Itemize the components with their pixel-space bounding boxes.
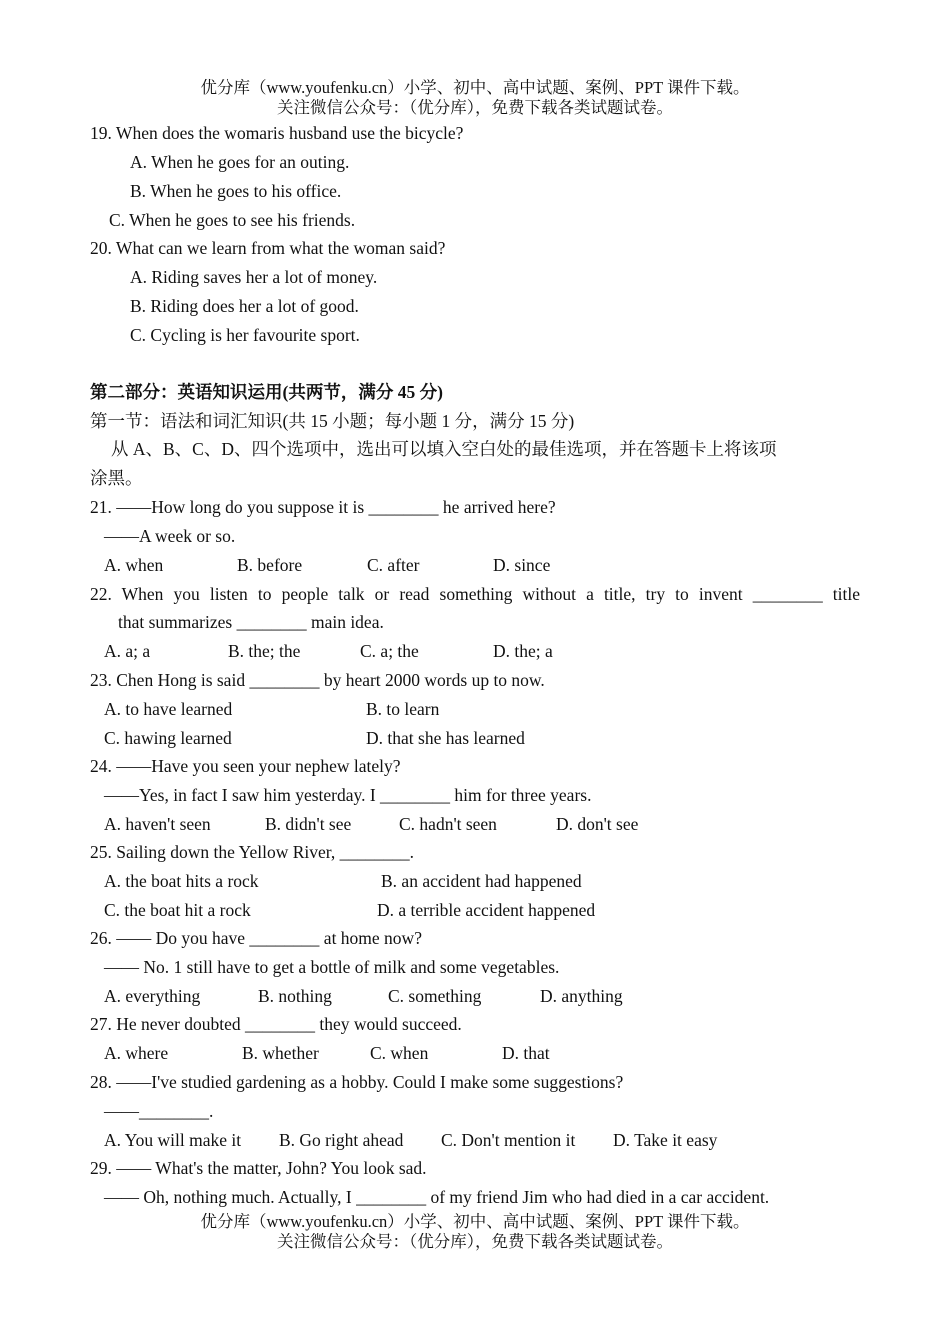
q25-option-d: D. a terrible accident happened xyxy=(377,900,596,920)
section1-title: 第一节：语法和词汇知识(共 15 小题；每小题 1 分，满分 15 分) xyxy=(90,411,575,431)
q19-option-a: A. When he goes for an outing. xyxy=(130,152,350,172)
q23-option-b: B. to learn xyxy=(366,699,440,719)
q19-option-b: B. When he goes to his office. xyxy=(130,181,342,201)
q19-option-c: C. When he goes to see his friends. xyxy=(109,210,356,230)
q23-stem: 23. Chen Hong is said ________ by heart 2000 words up to now. xyxy=(90,670,545,690)
q26-option-d: D. anything xyxy=(540,986,623,1006)
q27-option-a: A. where xyxy=(104,1043,169,1063)
q22-stem-line1: 22. When you listen to people talk or read something without a title, try to invent ________ title xyxy=(90,584,860,604)
q28-reply: ——________. xyxy=(104,1101,214,1121)
q28-option-b: B. Go right ahead xyxy=(279,1130,404,1150)
q20-option-c: C. Cycling is her favourite sport. xyxy=(130,325,360,345)
page-footer-line2: 关注微信公众号：（优分库），免费下载各类试题试卷。 xyxy=(277,1232,673,1251)
q22-option-c: C. a; the xyxy=(360,641,419,661)
q23-option-a: A. to have learned xyxy=(104,699,233,719)
q28-option-a: A. You will make it xyxy=(104,1130,242,1150)
q21-option-a: A. when xyxy=(104,555,164,575)
q25-option-a: A. the boat hits a rock xyxy=(104,871,259,891)
q22-option-b: B. the; the xyxy=(228,641,301,661)
page-header-line2: 关注微信公众号：（优分库），免费下载各类试题试卷。 xyxy=(277,98,673,117)
q24-option-a: A. haven't seen xyxy=(104,814,211,834)
q26-stem: 26. —— Do you have ________ at home now? xyxy=(90,928,422,948)
q24-option-c: C. hadn't seen xyxy=(399,814,497,834)
q22-option-d: D. the; a xyxy=(493,641,553,661)
q21-reply: ——A week or so. xyxy=(104,526,236,546)
q29-stem: 29. —— What's the matter, John? You look sad. xyxy=(90,1158,427,1178)
q27-option-b: B. whether xyxy=(242,1043,319,1063)
q25-stem: 25. Sailing down the Yellow River, ________. xyxy=(90,842,415,862)
q21-option-c: C. after xyxy=(367,555,420,575)
q26-reply: —— No. 1 still have to get a bottle of milk and some vegetables. xyxy=(104,957,560,977)
page-header-line1: 优分库（www.youfenku.cn）小学、初中、高中试题、案例、PPT 课件下载。 xyxy=(200,78,750,97)
instructions-line1: 从 A、B、C、D、四个选项中，选出可以填入空白处的最佳选项，并在答题卡上将该项 xyxy=(111,439,777,459)
q25-option-b: B. an accident had happened xyxy=(381,871,582,891)
q24-stem: 24. ——Have you seen your nephew lately? xyxy=(90,756,401,776)
q19-stem: 19. When does the womaris husband use the bicycle? xyxy=(90,123,464,143)
q20-option-b: B. Riding does her a lot of good. xyxy=(130,296,359,316)
q28-option-c: C. Don't mention it xyxy=(441,1130,576,1150)
q25-option-c: C. the boat hit a rock xyxy=(104,900,251,920)
q28-stem: 28. ——I've studied gardening as a hobby. Could I make some suggestions? xyxy=(90,1072,624,1092)
q21-stem: 21. ——How long do you suppose it is ________ he arrived here? xyxy=(90,497,556,517)
q26-option-c: C. something xyxy=(388,986,482,1006)
q29-reply: —— Oh, nothing much. Actually, I ________ of my friend Jim who had died in a car accident. xyxy=(104,1187,770,1207)
q27-option-d: D. that xyxy=(502,1043,550,1063)
q27-stem: 27. He never doubted ________ they would succeed. xyxy=(90,1014,462,1034)
instructions-line2: 涂黑。 xyxy=(90,468,143,488)
q22-stem-line2: that summarizes ________ main idea. xyxy=(118,612,384,632)
q23-option-c: C. hawing learned xyxy=(104,728,232,748)
q21-option-d: D. since xyxy=(493,555,551,575)
q28-option-d: D. Take it easy xyxy=(613,1130,718,1150)
q26-option-a: A. everything xyxy=(104,986,201,1006)
q23-option-d: D. that she has learned xyxy=(366,728,525,748)
q20-stem: 20. What can we learn from what the woman said? xyxy=(90,238,446,258)
q20-option-a: A. Riding saves her a lot of money. xyxy=(130,267,378,287)
part2-title: 第二部分：英语知识运用(共两节，满分 45 分) xyxy=(90,382,443,402)
q27-option-c: C. when xyxy=(370,1043,429,1063)
q24-option-d: D. don't see xyxy=(556,814,639,834)
q24-option-b: B. didn't see xyxy=(265,814,352,834)
page-footer-line1: 优分库（www.youfenku.cn）小学、初中、高中试题、案例、PPT 课件下载。 xyxy=(200,1212,750,1231)
q22-option-a: A. a; a xyxy=(104,641,151,661)
q26-option-b: B. nothing xyxy=(258,986,332,1006)
q24-reply: ——Yes, in fact I saw him yesterday. I ________ him for three years. xyxy=(104,785,592,805)
q21-option-b: B. before xyxy=(237,555,303,575)
